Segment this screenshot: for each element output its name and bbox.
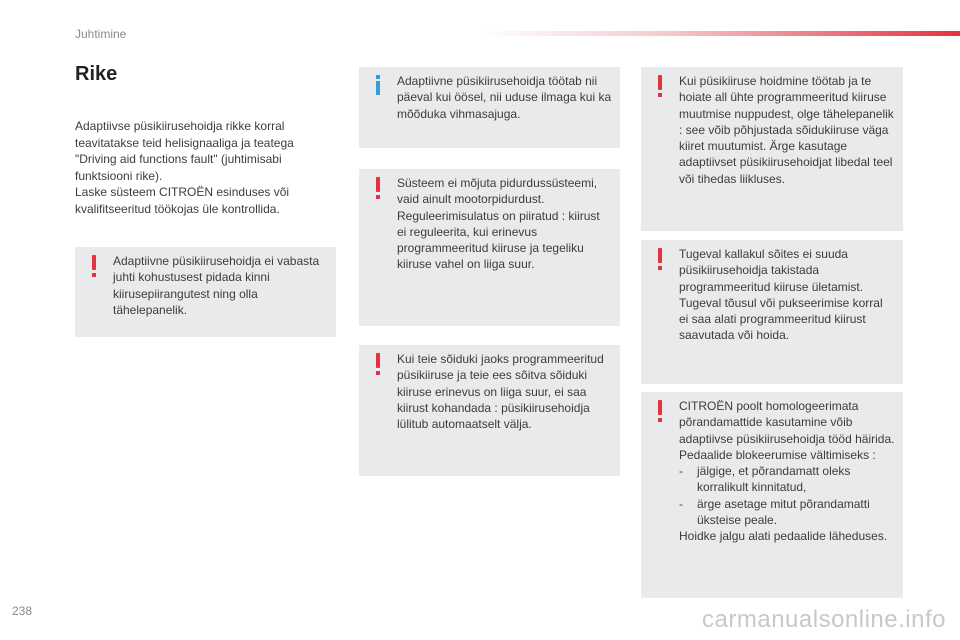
warning-box-speed-buttons	[641, 67, 903, 231]
warning-icon	[87, 255, 103, 275]
warning-icon	[653, 75, 669, 95]
list-dash: -	[679, 464, 683, 479]
page-title: Rike	[75, 63, 118, 85]
list-item-text: jälgige, et põrandamatt oleks korralikult kinnitatud,	[697, 464, 851, 495]
floor-mat-list	[679, 463, 895, 528]
list-item	[679, 496, 895, 529]
page-number: 238	[12, 604, 33, 618]
warning-text-line-1: CITROËN poolt homologeerimata põrandamattide kasutamine võib adaptiivse püsikiirusehoidja tööd häirida.	[679, 399, 895, 446]
warning-text-line-2: Pedaalide blokeerumise vältimiseks :	[679, 447, 876, 462]
warning-box-slopes	[641, 240, 903, 384]
info-icon	[371, 75, 387, 95]
warning-text-line-1: Süsteem ei mõjuta pidurdussüsteemi, vaid ainult mootorpidurdust.	[397, 176, 598, 207]
warning-box-driver-responsibility	[75, 247, 336, 337]
warning-box-speed-difference	[359, 345, 620, 476]
warning-text-line-2: Reguleerimisulatus on piiratud : kiirust ei reguleerita, kui erinevus programmeeritud kiiruse ja tegeliku kiiruse vahel on liiga suur.	[397, 208, 600, 272]
warning-text-line-2: Tugeval tõusul või pukseerimise korral ei saa alati programmeeritud kiirust saavutada või hoida.	[679, 295, 883, 343]
warning-icon	[371, 177, 387, 197]
warning-text: Kui teie sõiduki jaoks programmeeritud püsikiiruse ja teie ees sõitva sõiduki kiiruse erinevus on liiga suur, ei saa kiirust kohandada : püsikiirusehoidja lülitub automaatselt välja.	[397, 352, 604, 432]
intro-paragraph-2: Laske süsteem CITROËN esinduses või kvalifitseeritud töökojas üle kontrollida.	[75, 185, 290, 216]
section-label: Juhtimine	[75, 27, 127, 41]
warning-text-line-3: Hoidke jalgu alati pedaalide läheduses.	[679, 529, 888, 544]
warning-icon	[653, 400, 669, 420]
header-gradient-bar	[480, 31, 960, 36]
warning-text: Kui püsikiiruse hoidmine töötab ja te hoiate all ühte programmeeritud kiiruse muutmise nuppudest, olge tähelepanelik : see võib põhjustada sõidukiiruse väga kiiret muutumist. Ärge kasutage adaptiivset püsikiirusehoidjat libedal teel või tihedas liikluses.	[679, 74, 894, 186]
warning-text-line-1: Tugeval kallakul sõites ei suuda püsikiirusehoidja takistada programmeeritud kiiruse ületamist.	[679, 247, 864, 294]
warning-box-braking-system	[359, 169, 620, 326]
warning-box-floor-mats	[641, 392, 903, 598]
info-text: Adaptiivne püsikiirusehoidja töötab nii päeval kui öösel, nii uduse ilmaga kui ka mõõduka vihmasajuga.	[397, 74, 612, 121]
intro-paragraph-1: Adaptiivse püsikiirusehoidja rikke korral teavitatakse teid helisignaaliga ja teatega "Driving aid functions fault" (juhtimisabi funktsiooni rike).	[75, 119, 294, 183]
list-item-text: ärge asetage mitut põrandamatti üksteise peale.	[697, 496, 870, 528]
warning-text: Adaptiivne püsikiirusehoidja ei vabasta juhti kohustusest pidada kinni kiirusepiirangutest ning olla tähelepanelik.	[113, 254, 320, 317]
list-dash: -	[679, 496, 683, 511]
list-item	[679, 463, 895, 496]
info-box-weather-conditions	[359, 67, 620, 148]
warning-icon	[371, 353, 387, 373]
warning-icon	[653, 248, 669, 268]
watermark: carmanualsonline.info	[702, 606, 946, 633]
intro-text	[75, 118, 335, 217]
